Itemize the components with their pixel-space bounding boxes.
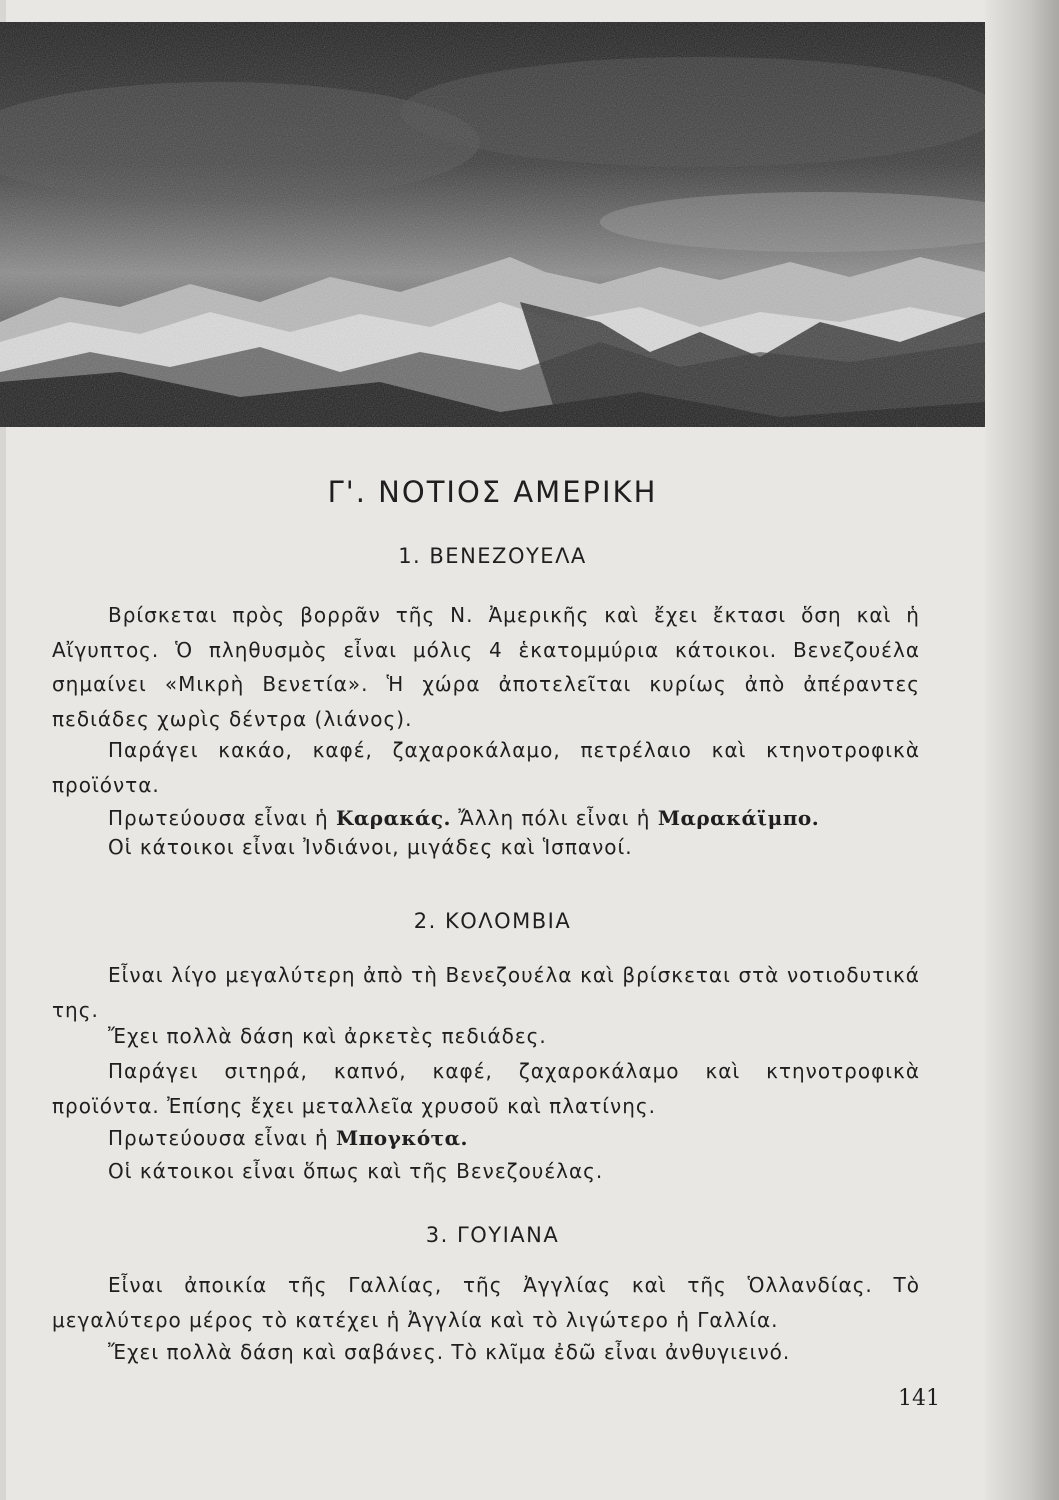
guiana-paragraph-1: Εἶναι ἀποικία τῆς Γαλλίας, τῆς Ἀγγλίας καὶ τῆς Ὁλλανδίας. Τὸ μεγαλύτερο μέρος τὸ κατέχει ἡ Ἀγγλία καὶ τὸ λιγώτερο ἡ Γαλλία. — [52, 1273, 920, 1332]
venezuela-paragraph-1: Βρίσκεται πρὸς βορρᾶν τῆς Ν. Ἀμερικῆς καὶ ἔχει ἔκτασι ὅση καὶ ἡ Αἴγυπτος. Ὁ πληθυσμὸς εἶναι μόλις 4 ἑκατομμύρια κάτοικοι. Βενεζουέλα σημαίνει «Μικρὴ Βενετία». Ἡ χώρα ἀποτελεῖται κυρίως ἀπὸ ἀπέραντες πεδιάδες χωρὶς δέντρα (λιάνος). — [52, 603, 920, 731]
page-number: 141 — [898, 1386, 940, 1411]
colombia-paragraph-3: Παράγει σιτηρά, καπνό, καφέ, ζαχαροκάλαμο καὶ κτηνοτροφικὰ προϊόντα. Ἐπίσης ἔχει μεταλλεῖα χρυσοῦ καὶ πλατίνης. — [52, 1059, 920, 1118]
colombia-paragraph-4 — [52, 1121, 920, 1156]
guiana-paragraph-2: Ἔχει πολλὰ δάση καὶ σαβάνες. Τὸ κλῖμα ἐδῶ εἶναι ἀνθυγιεινό. — [108, 1340, 791, 1364]
venezuela-other-city-name: Μαρακάϊμπο. — [657, 806, 820, 830]
venezuela-capital-text: Πρωτεύουσα εἶναι ἡ — [108, 806, 337, 830]
venezuela-other-city-text: Ἄλλη πόλι εἶναι ἡ — [451, 806, 658, 830]
venezuela-paragraph-4: Οἱ κάτοικοι εἶναι Ἰνδιάνοι, μιγάδες καὶ Ἱσπανοί. — [108, 835, 633, 859]
mountain-landscape-photo — [0, 22, 985, 427]
colombia-paragraph-5: Οἱ κάτοικοι εἶναι ὅπως καὶ τῆς Βενεζουέλας. — [108, 1159, 604, 1183]
section-title-venezuela: 1. ΒΕΝΕΖΟΥΕΛΑ — [398, 544, 587, 568]
section-title-colombia: 2. ΚΟΛΟΜΒΙΑ — [413, 909, 572, 933]
colombia-paragraph-1: Εἶναι λίγο μεγαλύτερη ἀπὸ τὴ Βενεζουέλα καὶ βρίσκεται στὰ νοτιοδυτικά της. — [52, 963, 920, 1022]
colombia-capital-name: Μπογκότα. — [336, 1126, 468, 1150]
colombia-paragraph-2: Ἔχει πολλὰ δάση καὶ ἀρκετὲς πεδιάδες. — [108, 1024, 547, 1048]
mountain-photo-icon — [0, 22, 985, 427]
colombia-capital-text: Πρωτεύουσα εἶναι ἡ — [108, 1126, 337, 1150]
chapter-title: Γ'. ΝΟΤΙΟΣ ΑΜΕΡΙΚΗ — [327, 475, 658, 509]
page-right-edge — [985, 0, 1059, 1500]
venezuela-capital-name: Καρακάς. — [336, 806, 452, 830]
section-title-guiana: 3. ΓΟΥΙΑΝΑ — [425, 1223, 560, 1247]
venezuela-paragraph-2: Παράγει κακάο, καφέ, ζαχαροκάλαμο, πετρέλαιο καὶ κτηνοτροφικὰ προϊόντα. — [52, 738, 920, 797]
